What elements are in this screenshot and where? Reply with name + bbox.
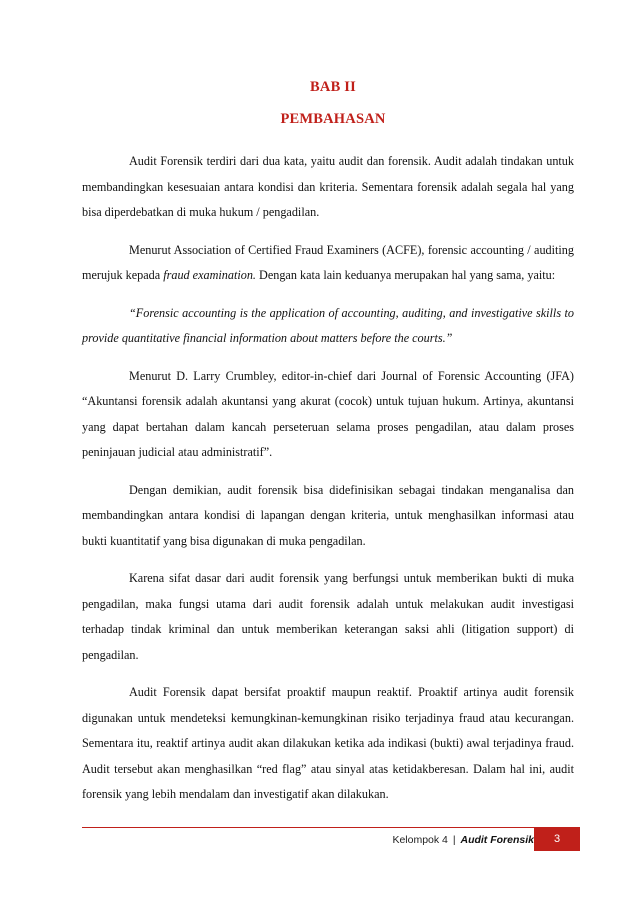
paragraph-2 [82,238,574,289]
footer-separator: | [452,834,456,846]
page-number: 3 [534,827,580,851]
body-text [82,149,574,820]
chapter-label: BAB II [310,79,356,95]
paragraph-4: Menurut D. Larry Crumbley, editor-in-chief dari Journal of Forensic Accounting (JFA) “Akuntansi forensik adalah akuntansi yang akurat (cocok) untuk tujuan hukum. Artinya, akuntansi yang dapat bertahan dalam kancah perseteruan selama proses pengadilan, atau dalam proses peninjauan judicial atau administratif”. [82,368,574,459]
chapter-title: PEMBAHASAN [280,111,386,127]
footer-divider [82,827,580,828]
italic-term: fraud examination. [163,268,256,282]
paragraph-7: Audit Forensik dapat bersifat proaktif maupun reaktif. Proaktif artinya audit forensik digunakan untuk mendeteksi kemungkinan-kemungkinan risiko terjadinya fraud atau kecurangan. Sementara itu, reaktif artinya audit akan dilakukan ketika ada indikasi (bukti) awal terjadinya fraud. Audit tersebut akan menghasilkan “red flag” atau sinyal atas ketidakberesan. Dalam hal ini, audit forensik yang lebih mendalam dan investigatif akan dilakukan. [82,685,574,801]
footer-group: Kelompok 4 [392,834,448,846]
paragraph-2-text: Menurut Association of Certified Fraud Examiners (ACFE), forensic accounting / auditing merujuk kepada [82,242,574,282]
paragraph-2-tail: Dengan kata lain keduanya merupakan hal yang sama, yaitu: [255,268,556,282]
paragraph-6: Karena sifat dasar dari audit forensik yang berfungsi untuk memberikan bukti di muka pengadilan, maka fungsi utama dari audit forensik adalah untuk melakukan audit investigasi terhadap tindak kriminal dan untuk memberikan keterangan saksi ahli (litigation support) di pengadilan. [82,571,574,662]
paragraph-5: Dengan demikian, audit forensik bisa didefinisikan sebagai tindakan menganalisa dan membandingkan antara kondisi di lapangan dengan kriteria, untuk menghasilkan informasi atau bukti kuantitatif yang bisa digunakan di muka pengadilan. [82,482,574,548]
paragraph-1: Audit Forensik terdiri dari dua kata, yaitu audit dan forensik. Audit adalah tindakan untuk membandingkan kesesuaian antara kondisi dan kriteria. Sementara forensik adalah segala hal yang bisa diperdebatkan di muka hukum / pengadilan. [82,154,574,219]
quote-paragraph: “Forensic accounting is the application of accounting, auditing, and investigative skills to provide quantitative financial information about matters before the courts.” [82,305,574,345]
footer-text [392,829,534,851]
footer-title: Audit Forensik [460,834,534,846]
